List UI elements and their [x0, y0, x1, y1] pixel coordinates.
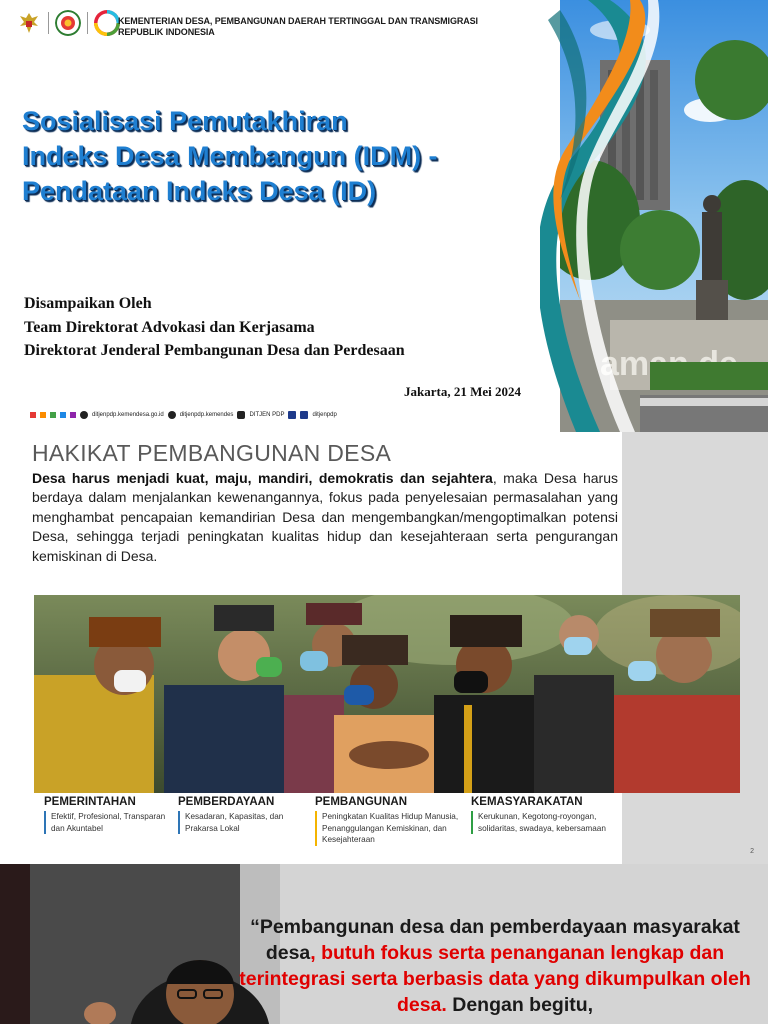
website-link[interactable]: ditjenpdp.kemendesa.go.id [92, 412, 164, 418]
village-leaders-photo [34, 595, 740, 793]
title-line-2: Indeks Desa Membangun (IDM) - [22, 141, 438, 171]
presentation-date: Jakarta, 21 Mei 2024 [404, 384, 521, 399]
pillar-description: Kesadaran, Kapasitas, dan Prakarsa Lokal [178, 811, 302, 834]
quote-part-1: “Pembangunan desa dan pemberdayaan masyarakat desa [250, 916, 740, 964]
slide-heading: HAKIKAT PEMBANGUNAN DESA [32, 440, 392, 466]
facebook-icon [288, 411, 296, 419]
instagram-link[interactable]: ditjenpdp.kemendes [179, 412, 234, 418]
pillar-description: Kerukunan, Kegotong-royongan, solidaritas, swadaya, kebersamaan [471, 811, 611, 834]
pillar-pemberdayaan [178, 796, 302, 834]
pillar-pemerintahan [44, 796, 168, 834]
title-line-1: Sosialisasi Pemutakhiran [22, 106, 348, 136]
quote-comma: , [310, 942, 322, 964]
color-square [70, 412, 76, 418]
pillar-title: PEMBERDAYAAN [178, 796, 275, 808]
intro-rest: , maka Desa harus berdaya dalam menjalankan kewenangannya, fokus pada penyelesaian permasalahan yang menghambat pencapaian kemandirian Desa dan mengembangkan/mengoptimalkan potensi Desa, sehingga terjadi peningkatan kualitas hidup dan kesejahteraan serta pengurangan kemiskinan di Desa. [32, 470, 618, 564]
pillar-description: Efektif, Profesional, Transparan dan Akuntabel [44, 811, 168, 834]
pillar-pembangunan [315, 796, 465, 846]
logo-group [16, 10, 120, 36]
pillar-title: PEMBANGUNAN [315, 796, 407, 808]
intro-bold: Desa harus menjadi kuat, maju, mandiri, demokratis dan sejahtera [32, 470, 493, 486]
quote-slide [0, 864, 768, 1024]
sdgs-wheel-icon [94, 10, 120, 36]
presenter-team: Team Direktorat Advokasi dan Kerjasama [24, 318, 315, 336]
page-number: 2 [750, 848, 754, 855]
pillar-title: PEMERINTAHAN [44, 796, 136, 808]
color-square [40, 412, 46, 418]
quote-text [230, 914, 760, 1018]
content-slide [0, 432, 768, 864]
title-slide [0, 0, 768, 432]
pillar-kemasyarakatan [471, 796, 611, 834]
monument-sign-text: aman [600, 345, 689, 383]
intro-paragraph [32, 469, 618, 566]
social-handle[interactable]: ditjenpdp [312, 412, 337, 418]
pillar-title: KEMASYARAKATAN [471, 796, 583, 808]
social-media-bar [30, 411, 337, 419]
twitter-icon [300, 411, 308, 419]
title-line-3: Pendataan Indeks Desa (ID) [22, 176, 377, 206]
globe-icon [80, 411, 88, 419]
quote-highlight: butuh fokus serta penanganan lengkap dan terintegrasi serta berbasis data yang dikumpulkan oleh desa. [239, 942, 751, 1016]
ministry-logo-icon [55, 10, 81, 36]
color-square [30, 412, 36, 418]
color-square [50, 412, 56, 418]
pillar-description: Peningkatan Kualitas Hidup Manusia, Penanggulangan Kemiskinan, dan Kesejahteraan [315, 811, 465, 846]
ministry-line-1: KEMENTERIAN DESA, PEMBANGUNAN DAERAH TERTINGGAL DAN TRANSMIGRASI [118, 16, 478, 26]
presenter-label: Disampaikan Oleh [24, 295, 152, 312]
presenter-block [24, 292, 405, 363]
ministry-name [118, 16, 478, 38]
instagram-icon [168, 411, 176, 419]
quote-part-2: Dengan begitu, [446, 994, 594, 1016]
ministry-line-2: REPUBLIK INDONESIA [118, 27, 215, 37]
garuda-emblem-icon [16, 10, 42, 36]
presentation-title [22, 104, 438, 209]
youtube-icon [237, 411, 245, 419]
youtube-link[interactable]: DITJEN PDP [249, 412, 285, 418]
color-square [60, 412, 66, 418]
presenter-directorate: Direktorat Jenderal Pembangunan Desa dan Perdesaan [24, 342, 405, 359]
decorative-swoosh [540, 0, 670, 432]
